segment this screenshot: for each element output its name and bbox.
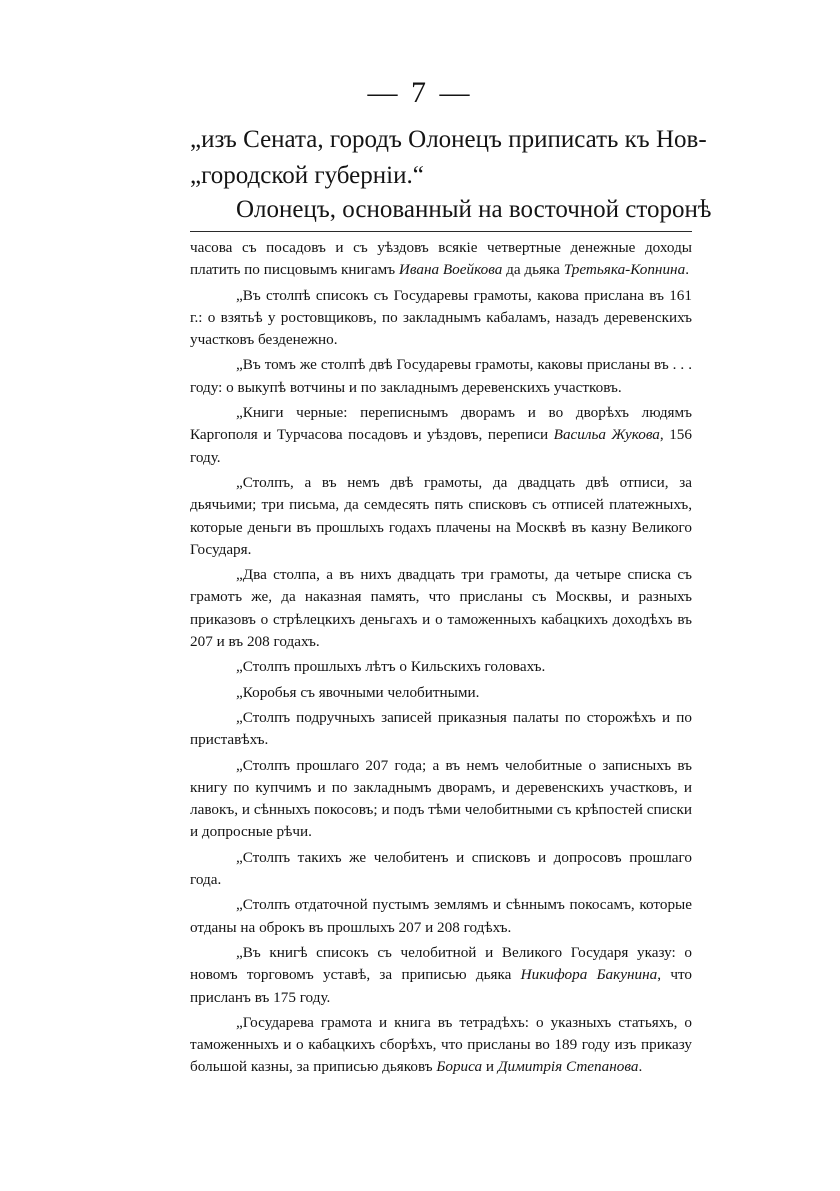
personal-name: Третьяка-Копнина: [563, 261, 686, 279]
page-number: — 7 —: [367, 76, 473, 109]
paragraph: [190, 1012, 692, 1079]
paragraph-text: , 156 году.: [190, 426, 692, 466]
personal-name: Ивана Воейкова: [398, 261, 503, 279]
main-text: [190, 237, 692, 1079]
paragraph: „Столпъ подручныхъ записей приказныя палаты по сторожѣхъ и по приставѣхъ.: [190, 708, 692, 749]
section-divider: [190, 231, 692, 232]
paragraph: „Столпъ прошлыхъ лѣтъ о Кильскихъ головахъ.: [236, 658, 546, 676]
personal-name: Бориса: [436, 1058, 483, 1076]
paragraph: [190, 402, 692, 469]
paragraph-text: „Книги черные: переписнымъ дворамъ и во дворѣхъ людямъ Каргополя и Турчасова посадовъ и уѣздовъ, переписи: [190, 404, 692, 444]
section-heading: Олонецъ, основанный на восточной сторонѣ: [236, 196, 712, 223]
paragraph: „Столпъ прошлаго 207 года; а въ немъ челобитные о записныхъ въ книгу по купчимъ и по закладнымъ дворамъ, и деревенскихъ участковъ, и лавокъ, и сѣнныхъ покосовъ; и подъ тѣми челобитными съ крѣпостей списки и допросные рѣчи.: [190, 756, 692, 841]
header-line-2: „городской губерніи.“: [190, 162, 424, 189]
paragraph-text: часова съ посадовъ и съ уѣздовъ всякіе четвертные денежные доходы платить по писцовымъ книгамъ: [190, 239, 692, 279]
paragraph: „Столпъ отдаточной пустымъ землямъ и сѣннымъ покосамъ, которые отданы на оброкъ въ прошлыхъ 207 и 208 годѣхъ.: [190, 896, 692, 936]
paragraph-text: и: [482, 1058, 498, 1076]
personal-name: Васильа Жукова: [553, 426, 660, 444]
paragraph: „Два столпа, а въ нихъ двадцать три грамоты, да четыре списка съ грамотъ же, да наказная память, что присланы съ Москвы, и разныхъ приказовъ о стрѣлецкихъ деньгахъ и о таможенныхъ кабацкихъ доходѣхъ въ 207 и въ 208 годахъ.: [190, 566, 692, 651]
header-line-1: „изъ Сената, городъ Олонецъ приписать къ Нов-: [190, 126, 707, 153]
paragraph: „Столпъ такихъ же челобитенъ и списковъ и допросовъ прошлаго года.: [190, 848, 692, 889]
paragraph-text: да дьяка: [502, 261, 564, 279]
paragraph-text: , что присланъ въ 175 году.: [190, 966, 692, 1006]
personal-name: Димитрія Степанова: [497, 1058, 639, 1076]
paragraph: [190, 237, 692, 282]
personal-name: Никифора Бакунина: [520, 966, 658, 984]
paragraph-text: .: [685, 261, 689, 279]
paragraph: „Коробья съ явочными челобитными.: [236, 683, 480, 701]
paragraph: „Въ томъ же столпѣ двѣ Государевы грамоты, каковы присланы въ . . . году: о выкупѣ вотчины и по закладнымъ деревенскихъ участковъ.: [190, 356, 692, 396]
paragraph: „Въ столпѣ списокъ съ Государевы грамоты, какова прислана въ 161 г.: о взятьѣ у ростовщиковъ, по закладнымъ кабаламъ, назадъ деревенскихъ участковъ безденежно.: [190, 286, 692, 349]
paragraph: [190, 942, 692, 1009]
paragraph-text: „Въ книгѣ списокъ съ челобитной и Великого Государя указу: о новомъ торговомъ уставѣ, за приписью дьяка: [190, 943, 692, 984]
paragraph-text: „Государева грамота и книга въ тетрадѣхъ: о указныхъ статьяхъ, о таможенныхъ и о кабацкихъ сборѣхъ, что присланы во 189 году изъ приказу большой казны, за приписью дьяковъ: [190, 1013, 692, 1076]
paragraph-text: .: [638, 1058, 643, 1076]
paragraph: „Столпъ, а въ немъ двѣ грамоты, да двадцать двѣ отписи, за дьячьими; три письма, да семдесять пять списковъ съ отписей платежныхъ, которые деньги въ прошлыхъ годахъ плачены на Москвѣ въ казну Великого Государя.: [190, 473, 692, 558]
